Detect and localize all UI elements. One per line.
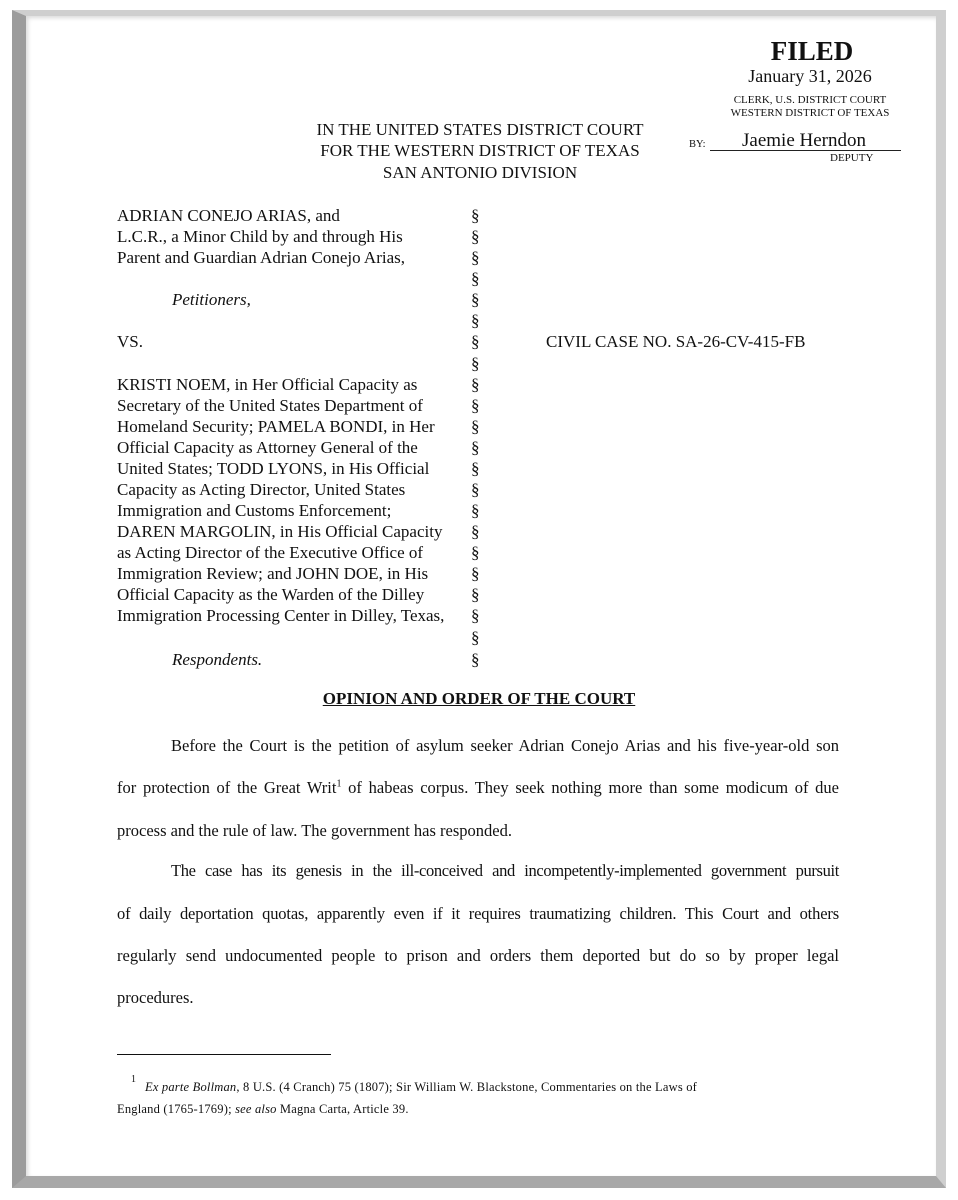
court-name: IN THE UNITED STATES DISTRICT COURT	[316, 120, 644, 139]
petitioner-line: L.C.R., a Minor Child by and through His	[117, 227, 403, 246]
body-text-segment: of habeas corpus. They seek nothing more than some modicum of due	[341, 778, 839, 797]
section-symbol: §	[471, 354, 480, 373]
clerk-label: CLERK, U.S. DISTRICT COURT	[733, 94, 887, 106]
section-symbol: §	[471, 480, 480, 499]
section-symbol: §	[471, 290, 480, 309]
footnote-reference[interactable]: 1	[336, 778, 342, 790]
court-division: SAN ANTONIO DIVISION	[382, 163, 578, 182]
section-symbol: §	[471, 206, 480, 225]
footnote-text: England (1765-1769);	[117, 1102, 236, 1116]
case-number: CIVIL CASE NO. SA-26-CV-415-FB	[546, 332, 806, 351]
section-symbol: §	[471, 501, 480, 520]
section-symbol: §	[471, 227, 480, 246]
body-text-line: procedures.	[117, 988, 194, 1007]
respondent-line: Immigration Review; and JOHN DOE, in His	[117, 564, 429, 583]
footnote-divider	[117, 1054, 331, 1055]
section-symbol: §	[471, 311, 480, 330]
section-symbol: §	[471, 459, 480, 478]
section-symbol: §	[471, 606, 480, 625]
respondent-line: Immigration Processing Center in Dilley, Texas,	[117, 606, 445, 625]
signature-line	[710, 150, 901, 151]
section-symbol: §	[471, 269, 480, 288]
section-symbol: §	[471, 585, 480, 604]
deputy-label: DEPUTY	[830, 152, 874, 164]
section-symbol: §	[471, 396, 480, 415]
opinion-title: OPINION AND ORDER OF THE COURT	[322, 689, 636, 708]
section-symbol: §	[471, 248, 480, 267]
footnote-line	[117, 1102, 409, 1117]
section-symbol: §	[471, 332, 480, 351]
petitioners-label: Petitioners,	[172, 290, 251, 309]
section-symbol: §	[471, 628, 480, 647]
body-text-segment: for protection of the Great Writ	[117, 778, 337, 797]
section-symbol: §	[471, 564, 480, 583]
deputy-signature: Jaemie Herndon	[742, 130, 866, 151]
section-symbol: §	[471, 650, 480, 669]
respondent-line: Official Capacity as Attorney General of the	[117, 438, 418, 457]
section-symbol: §	[471, 375, 480, 394]
footnote-text: , 8 U.S. (4 Cranch) 75 (1807); Sir William W. Blackstone, Commentaries on the Laws of	[236, 1080, 698, 1094]
court-district: FOR THE WESTERN DISTRICT OF TEXAS	[320, 141, 640, 160]
section-symbol: §	[471, 543, 480, 562]
body-text-line: process and the rule of law. The government has responded.	[117, 821, 512, 840]
section-symbol: §	[471, 522, 480, 541]
footnote-number: 1	[131, 1074, 136, 1085]
respondent-line: as Acting Director of the Executive Office of	[117, 543, 424, 562]
footnote-text: Magna Carta, Article 39.	[276, 1102, 409, 1116]
body-text-line	[117, 778, 839, 798]
versus-label: VS.	[117, 332, 143, 351]
footnote-signal: see also	[235, 1102, 277, 1116]
section-symbol: §	[471, 438, 480, 457]
respondent-line: Official Capacity as the Warden of the Dilley	[117, 585, 425, 604]
respondent-line: Secretary of the United States Department of	[117, 396, 423, 415]
respondent-line: Immigration and Customs Enforcement;	[117, 501, 392, 520]
footnote-line	[145, 1080, 697, 1095]
body-text-line: of daily deportation quotas, apparently even if it requires traumatizing children. This Court and others	[117, 904, 839, 923]
section-symbol: §	[471, 417, 480, 436]
filed-stamp-title: FILED	[770, 36, 854, 66]
respondents-label: Respondents.	[172, 650, 263, 669]
respondent-line: Homeland Security; PAMELA BONDI, in Her	[117, 417, 435, 436]
body-text-line: regularly send undocumented people to prison and orders them deported but do so by proper legal	[117, 946, 839, 965]
by-label: BY:	[689, 139, 706, 150]
respondent-line: DAREN MARGOLIN, in His Official Capacity	[117, 522, 443, 541]
petitioner-line: Parent and Guardian Adrian Conejo Arias,	[117, 248, 405, 267]
filed-date: January 31, 2026	[748, 66, 872, 86]
body-text-line: Before the Court is the petition of asylum seeker Adrian Conejo Arias and his five-year-old son	[171, 736, 839, 755]
respondent-line: KRISTI NOEM, in Her Official Capacity as	[117, 375, 418, 394]
petitioner-line: ADRIAN CONEJO ARIAS, and	[117, 206, 340, 225]
respondent-line: Capacity as Acting Director, United States	[117, 480, 406, 499]
body-text-line: The case has its genesis in the ill-conceived and incompetently-implemented government pursuit	[171, 861, 839, 880]
respondent-line: United States; TODD LYONS, in His Official	[117, 459, 430, 478]
district-label: WESTERN DISTRICT OF TEXAS	[730, 107, 890, 119]
footnote-case-name: Ex parte Bollman	[145, 1080, 237, 1094]
